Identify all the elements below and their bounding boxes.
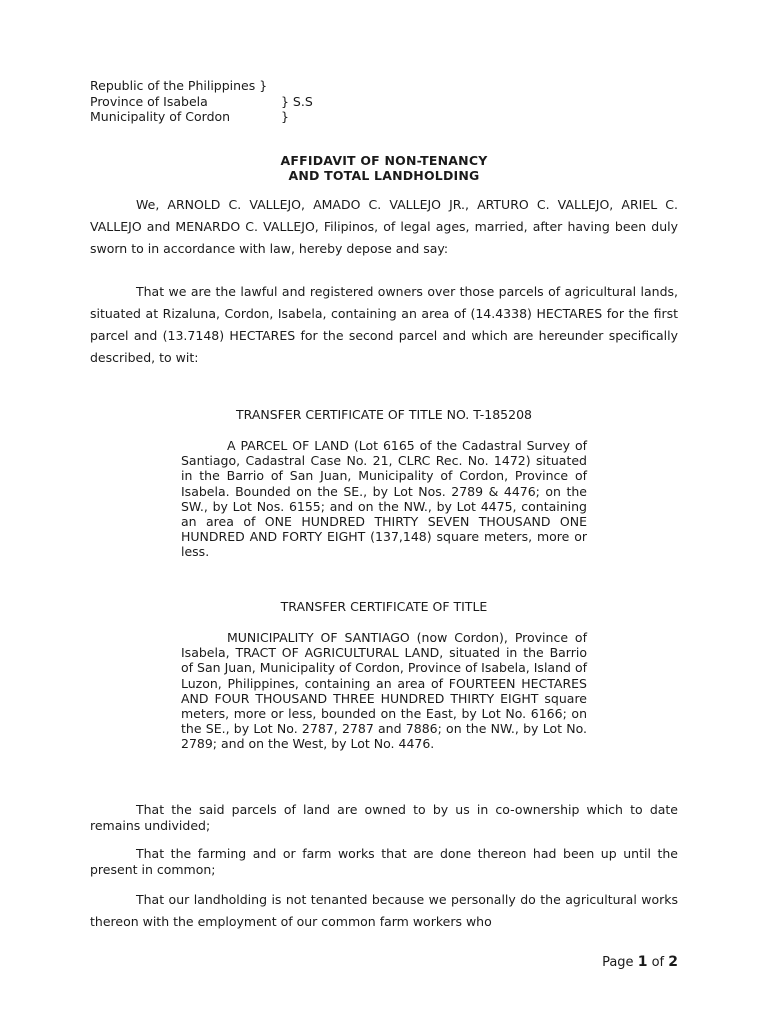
document-title-line2: AND TOTAL LANDHOLDING [288,168,480,183]
tct-description-2: MUNICIPALITY OF SANTIAGO (now Cordon), Province of Isabela, TRACT OF AGRICULTURAL LAND, situated in the Barrio of San Juan, Municipality of Cordon, Province of Isabela, Island of Luzon, Philippines, containing an area of FOURTEEN HECTARES AND FOUR THOUSAND THREE HUNDRED THIRTY EIGHT square meters, more or less, bounded on the East, by Lot No. 6166; on the SE., by Lot No. 2787, 2787 and 7886; on the NW., by Lot No. 2789; and on the West, by Lot No. 4476. [181,630,587,752]
paragraph-farm-works: That the farming and or farm works that are done thereon had been up until the present in common; [90,846,678,877]
tct-description-1: A PARCEL OF LAND (Lot 6165 of the Cadastral Survey of Santiago, Cadastral Case No. 21, CLRC Rec. No. 1472) situated in the Barrio of San Juan, Municipality of Cordon, Province of Isabela. Bounded on the SE., by Lot Nos. 2789 & 4476; on the SW., by Lot Nos. 6155; and on the NW., by Lot 4475, containing an area of ONE HUNDRED THIRTY SEVEN THOUSAND ONE HUNDRED AND FORTY EIGHT (137,148) square meters, more or less. [181,438,587,560]
caption-municipality: Municipality of Cordon [90,109,231,124]
caption-province: Province of Isabela [90,94,208,109]
caption-ss: } S.S [281,94,313,109]
footer-page-word: Page [602,955,634,970]
paragraph-co-ownership: That the said parcels of land are owned to by us in co-ownership which to date remains undivided; [90,802,678,833]
caption-brace: } [281,109,289,124]
ownership-paragraph: That we are the lawful and registered owners over those parcels of agricultural lands, situated at Rizaluna, Cordon, Isabela, containing an area of (14.4338) HECTARES for the first parcel and (13.7148) HECTARES for the second parcel and which are hereunder specifically described, to wit: [90,284,678,365]
footer-of-word: of [651,955,665,970]
tct-heading-1: TRANSFER CERTIFICATE OF TITLE NO. T-185208 [236,407,532,422]
caption-republic: Republic of the Philippines } [90,78,268,93]
footer-page-number: 1 [637,954,648,970]
intro-paragraph: We, ARNOLD C. VALLEJO, AMADO C. VALLEJO JR., ARTURO C. VALLEJO, ARIEL C. VALLEJO and MENARDO C. VALLEJO, Filipinos, of legal ages, married, after having been duly sworn to in accordance with law, hereby depose and say: [90,197,678,256]
paragraph-not-tenanted: That our landholding is not tenanted because we personally do the agricultural works thereon with the employment of our common farm workers who [90,892,678,929]
document-title-line1: AFFIDAVIT OF NON-TENANCY [280,153,488,168]
tct-heading-2: TRANSFER CERTIFICATE OF TITLE [280,599,488,614]
page-footer [602,954,678,970]
footer-total-pages: 2 [668,954,678,970]
